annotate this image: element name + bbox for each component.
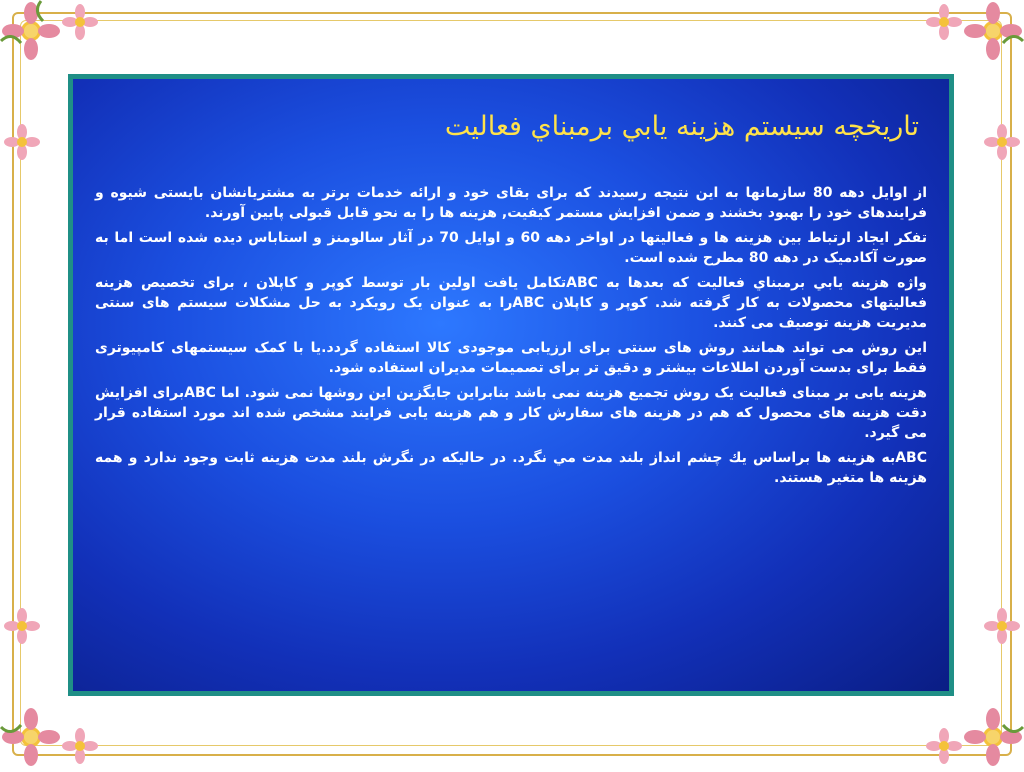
paragraph-4: این روش می تواند همانند روش های سنتی برای ارزیابی موجودی کالا استفاده گردد.یا با کمک سیستمهای کامپیوتری فقط برای بدست آوردن اطلاعات بیشتر و دقیق تر برای تصمیمات مدیران استفاده شود. — [95, 340, 927, 376]
corner-flower-bottom-left-icon — [0, 702, 66, 772]
flower-bottom-right-icon — [922, 724, 966, 768]
flower-bottom-left-icon — [58, 724, 102, 768]
paragraph-6: ABCبه هزينه ها براساس يك چشم انداز بلند مدت مي نگرد. در حاليكه در نگرش بلند مدت هزينه ثابت وجود ندارد و همه هزينه ها متغير هستند. — [95, 450, 927, 486]
corner-flower-top-left-icon — [0, 0, 66, 66]
slide-title: تاريخچه سيستم هزينه يابي برمبناي فعاليت — [444, 111, 919, 142]
paragraph-2: تفکر ایجاد ارتباط بین هزینه ها و فعالیتها در اواخر دهه 60 و اوایل 70 در آثار سالومنز و استاباس دیده شده است اما به صورت آکادمیک در دهه 80 مطرح شده است. — [95, 230, 927, 266]
flower-right-lower-icon — [980, 604, 1024, 648]
paragraph-1: از اوایل دهه 80 سازمانها به این نتیجه رسیدند که برای بقای خود و ارائه خدمات برتر به مشتریانشان بایستی شیوه و فرایندهای خود را بهبود بخشند و ضمن افزایش مستمر کیفیت, هزینه ها را به نحو قابل قبولی پایین آورند. — [95, 185, 927, 221]
paragraph-5: هزینه یابی بر مبنای فعالیت یک روش تجمیع هزینه نمی باشد بنابراین جایگزین این روشها نمی شود. اما ABCبرای افزایش دقت هزینه های محصول که هم در هزینه های سفارش کار و هم هزینه یابی فرایند مشخص شده اند مورد استفاده قرار می گیرد. — [95, 385, 927, 441]
flower-left-lower-icon — [0, 604, 44, 648]
flower-top-left-icon — [58, 0, 102, 44]
corner-flower-bottom-right-icon — [958, 702, 1024, 772]
paragraph-3: واژه هزينه يابي برمبناي فعاليت كه بعدها به ABCتکامل یافت اولین بار توسط کوپر و کاپلان ، برای تخصیص هزینه فعالیتهای محصولات به کار گرفته شد. کوپر و کاپلان ABCرا به عنوان یک رویکرد به حل مشکلات سیستم های سنتی مدیریت هزینه توصیف می کنند. — [95, 275, 927, 331]
slide-body — [95, 183, 927, 488]
slide-panel — [68, 74, 954, 696]
flower-right-upper-icon — [980, 120, 1024, 164]
corner-flower-top-right-icon — [958, 0, 1024, 66]
flower-left-upper-icon — [0, 120, 44, 164]
flower-top-right-icon — [922, 0, 966, 44]
